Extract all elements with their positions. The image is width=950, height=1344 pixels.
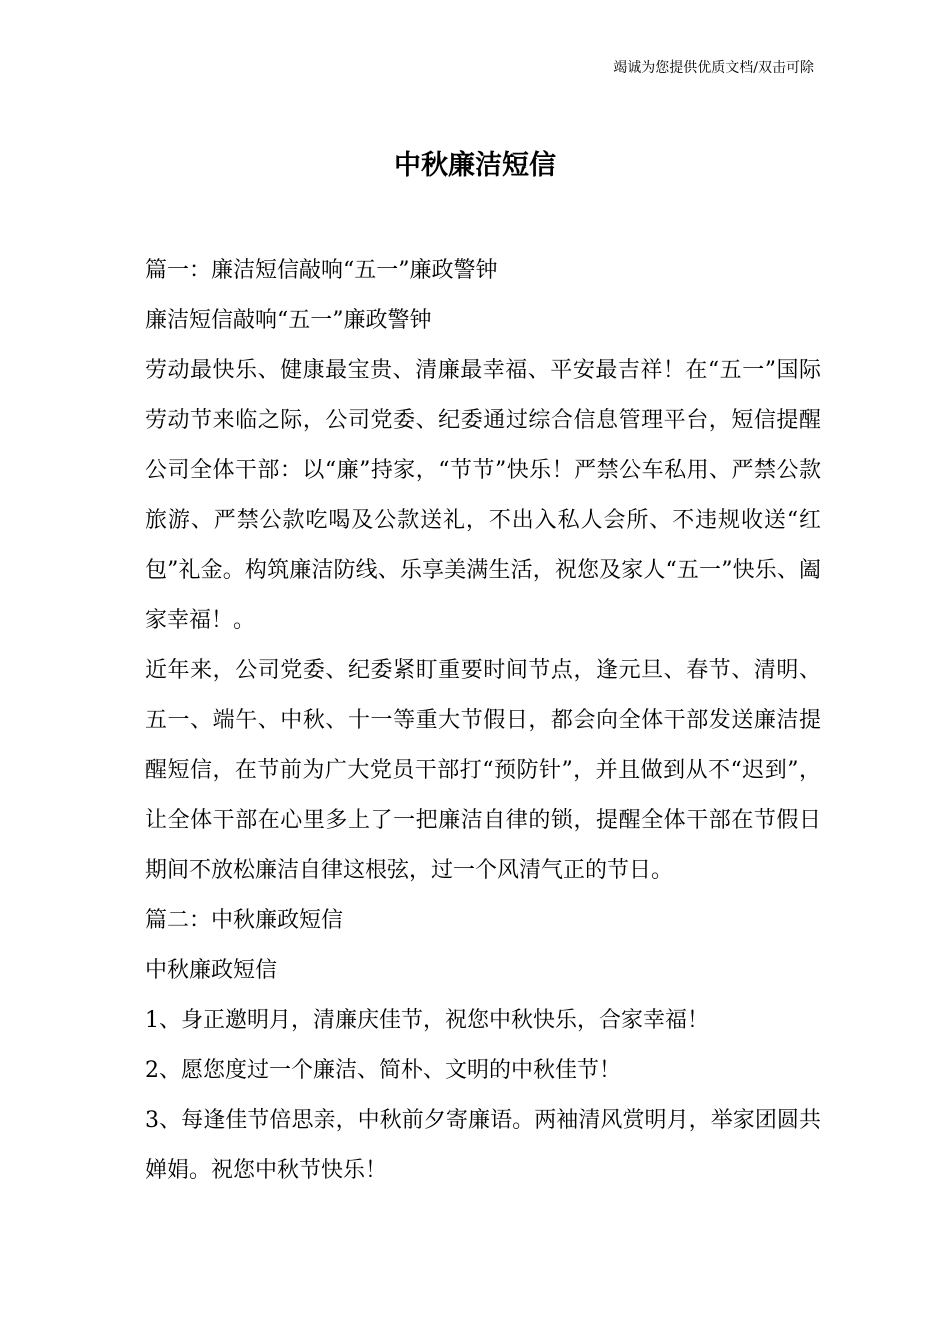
body-paragraph: 近年来，公司党委、纪委紧盯重要时间节点，逢元旦、春节、清明、五一、端午、中秋、十一等重大节假日，都会向全体干部发送廉洁提醒短信，在节前为广大党员干部打“预防针”，并且做到从不“迟到”，让全体干部在心里多上了一把廉洁自律的锁，提醒全体干部在节假日期间不放松廉洁自律这根弦，过一个风清气正的节日。 [145, 658, 821, 883]
document-title: 中秋廉洁短信 [394, 150, 556, 181]
list-item: 3、每逢佳节倍思亲，中秋前夕寄廉语。两袖清风赏明月，举家团圆共婵娟。祝您中秋节快乐！ [145, 1108, 821, 1183]
section-subtitle-1: 廉洁短信敲响“五一”廉政警钟 [145, 308, 432, 333]
section-heading-2: 篇二：中秋廉政短信 [145, 908, 344, 933]
body-paragraph: 劳动最快乐、健康最宝贵、清廉最幸福、平安最吉祥！在“五一”国际劳动节来临之际，公司党委、纪委通过综合信息管理平台，短信提醒公司全体干部：以“廉”持家，“节节”快乐！严禁公车私用、严禁公款旅游、严禁公款吃喝及公款送礼，不出入私人会所、不违规收送“红包”礼金。构筑廉洁防线、乐享美满生活，祝您及家人“五一”快乐、阖家幸福！。 [145, 358, 821, 633]
section-heading-1: 篇一：廉洁短信敲响“五一”廉政警钟 [145, 258, 498, 283]
list-item: 1、身正邀明月，清廉庆佳节，祝您中秋快乐，合家幸福！ [145, 1008, 709, 1033]
document-body [145, 246, 821, 1196]
section-subtitle-2: 中秋廉政短信 [145, 958, 278, 983]
list-item: 2、愿您度过一个廉洁、简朴、文明的中秋佳节！ [145, 1058, 621, 1083]
header-note: 竭诚为您提供优质文档/双击可除 [613, 60, 814, 76]
